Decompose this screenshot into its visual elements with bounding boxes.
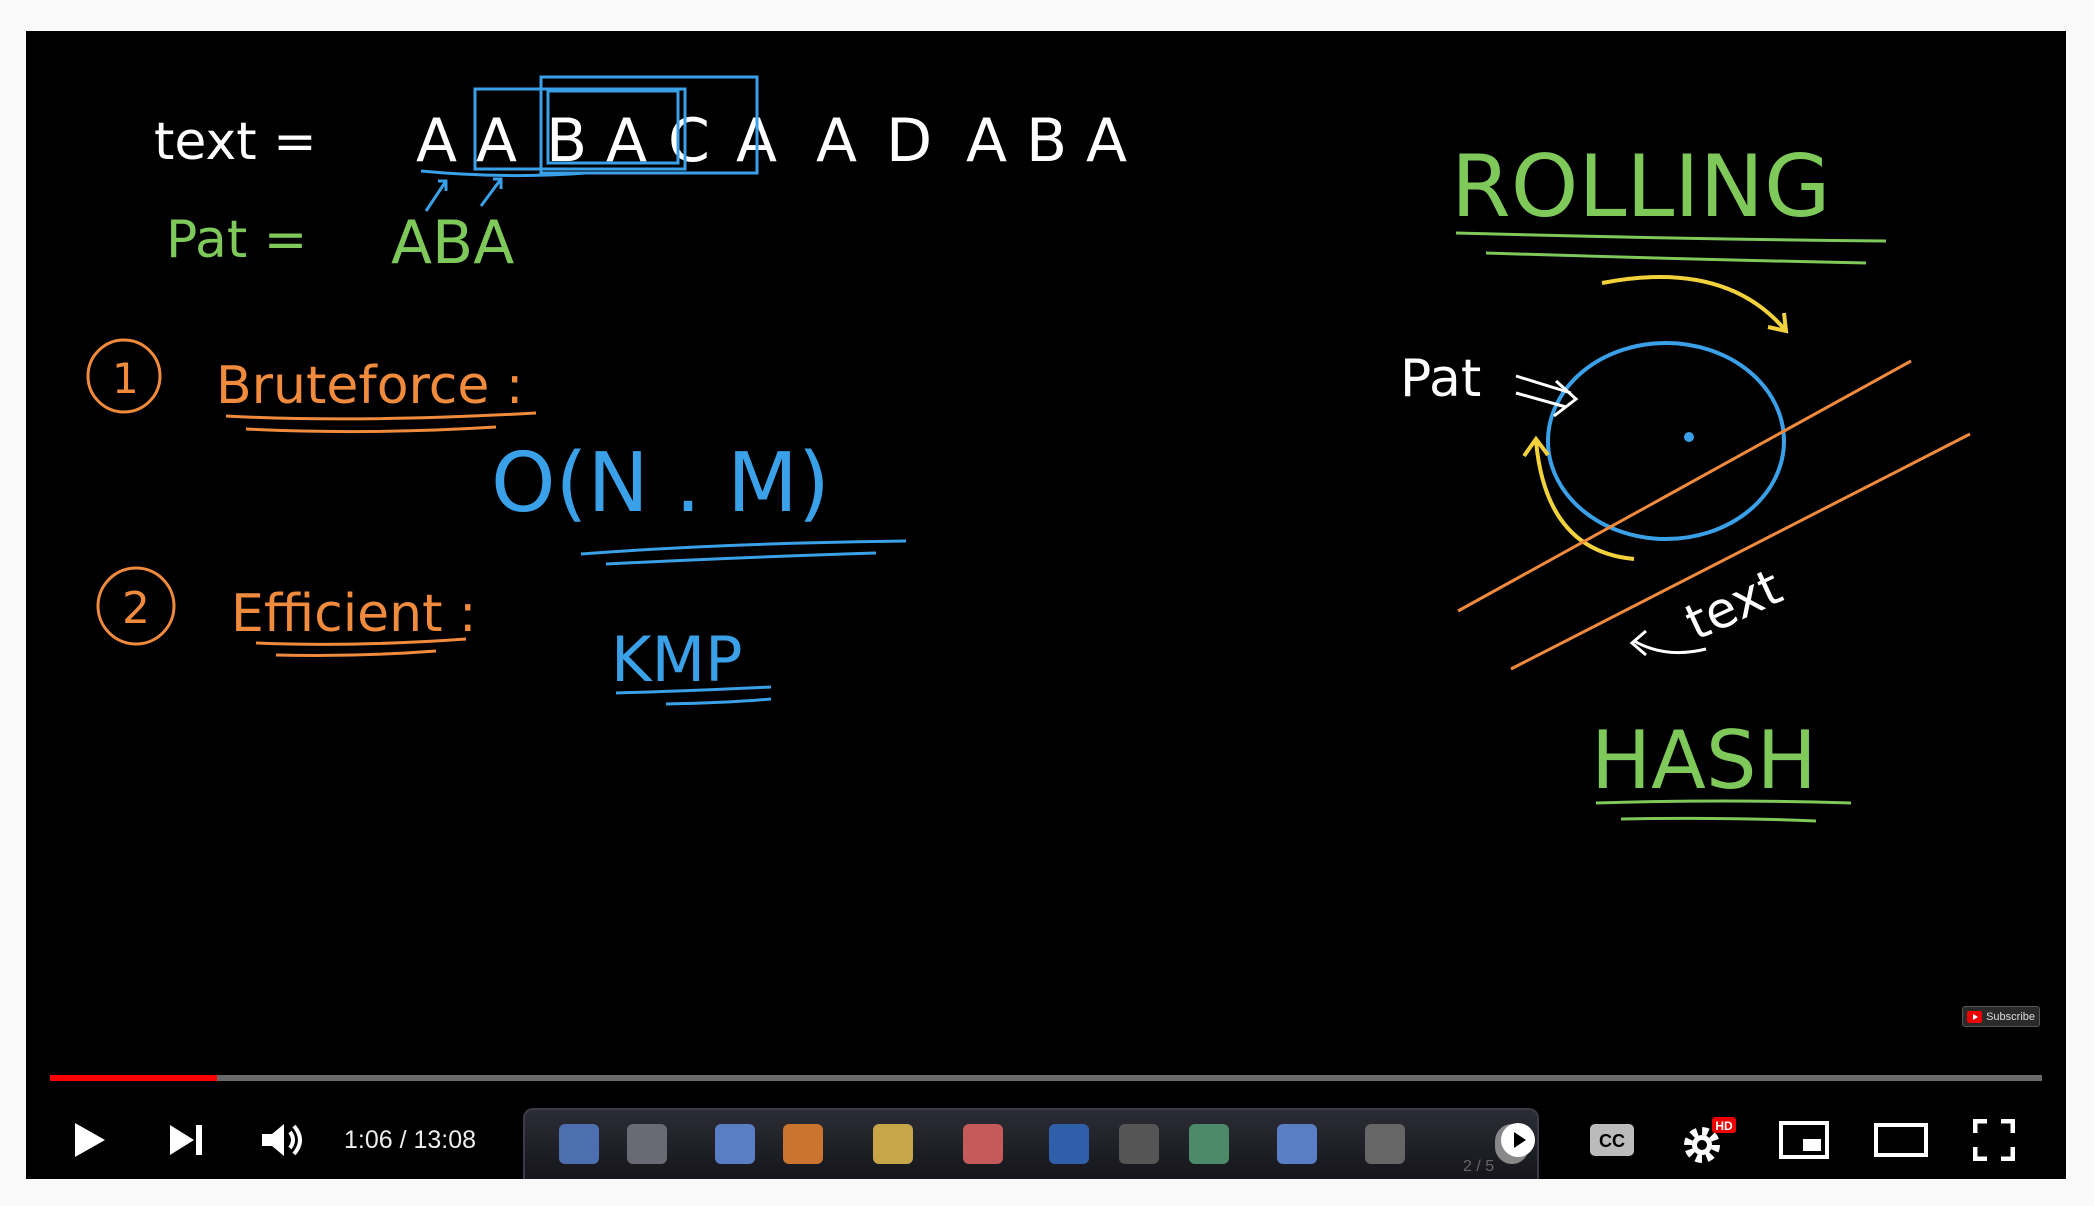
pat-small-label: Pat (1400, 349, 1482, 409)
text-line-1 (1458, 361, 1911, 611)
rolling-title: ROLLING (1451, 137, 1831, 237)
fullscreen-button[interactable] (1962, 1101, 2026, 1179)
fullscreen-icon (1973, 1119, 2015, 1161)
settings-button[interactable] (1672, 1101, 1744, 1179)
hd-badge: HD (1715, 1119, 1733, 1133)
pat-pointer-arrow (1516, 376, 1576, 416)
time-display: 1:06 / 13:08 (344, 1126, 477, 1154)
theater-icon (1874, 1123, 1928, 1157)
text-letter: B (546, 106, 588, 176)
text-letter: A (416, 106, 458, 176)
play-circle-icon (1500, 1122, 1536, 1158)
subscribe-watermark-button[interactable] (1962, 1006, 2040, 1027)
cc-label: CC (1599, 1131, 1625, 1151)
text-small-label: text (1676, 557, 1791, 652)
theater-mode-button[interactable] (1866, 1101, 1936, 1179)
hash-title: HASH (1591, 714, 1817, 807)
text-letter: A (606, 106, 648, 176)
rotation-arrow-left (1524, 439, 1634, 559)
pat-value: ABA (391, 208, 515, 278)
captions-icon (1589, 1123, 1635, 1157)
shift-arrow-2 (481, 179, 501, 206)
skip-next-icon (168, 1123, 204, 1157)
text-letter: B (1026, 106, 1068, 176)
text-letter: D (886, 106, 933, 176)
progress-bar[interactable] (50, 1075, 2042, 1081)
complexity-underline (581, 541, 906, 564)
next-button[interactable] (158, 1101, 214, 1179)
youtube-logo-icon (1967, 1011, 1982, 1023)
item1-label: Bruteforce : (216, 356, 524, 416)
item1-number: 1 (112, 354, 139, 403)
captions-button[interactable] (1582, 1101, 1642, 1179)
rolling-underline (1456, 233, 1886, 263)
item2-label: Efficient : (231, 584, 477, 644)
text-letter: A (816, 106, 858, 176)
item2-algorithm: KMP (611, 623, 743, 696)
item1-complexity: O(N . M) (491, 436, 830, 531)
shift-arrow-1 (426, 181, 446, 211)
text-line-2 (1511, 434, 1970, 669)
text-letter: A (476, 106, 518, 176)
pattern-circle (1548, 343, 1784, 539)
rotation-arrow-top (1602, 277, 1786, 331)
subscribe-label: Subscribe (1986, 1010, 2035, 1023)
text-label: text = (154, 112, 317, 172)
page-indicator: 2 / 5 (1463, 1158, 1495, 1175)
text-letter: A (736, 106, 778, 176)
progress-played (50, 1075, 217, 1081)
player-controls (26, 1101, 2066, 1179)
whiteboard-frame (26, 31, 2066, 1179)
pat-label: Pat = (166, 210, 308, 270)
gear-icon (1678, 1115, 1738, 1165)
video-player[interactable] (26, 31, 2066, 1179)
text-letter: C (668, 106, 710, 176)
item2-number: 2 (122, 583, 150, 634)
text-letter: A (1086, 106, 1128, 176)
volume-icon (260, 1121, 304, 1159)
volume-button[interactable] (252, 1101, 312, 1179)
circle-center-dot (1684, 432, 1694, 442)
play-icon (73, 1121, 107, 1159)
progress-toggle[interactable] (1496, 1101, 1540, 1179)
text-letter: A (966, 106, 1008, 176)
miniplayer-button[interactable] (1772, 1101, 1836, 1179)
play-button[interactable] (62, 1101, 118, 1179)
text-letters (416, 106, 1127, 176)
miniplayer-icon (1779, 1121, 1829, 1159)
